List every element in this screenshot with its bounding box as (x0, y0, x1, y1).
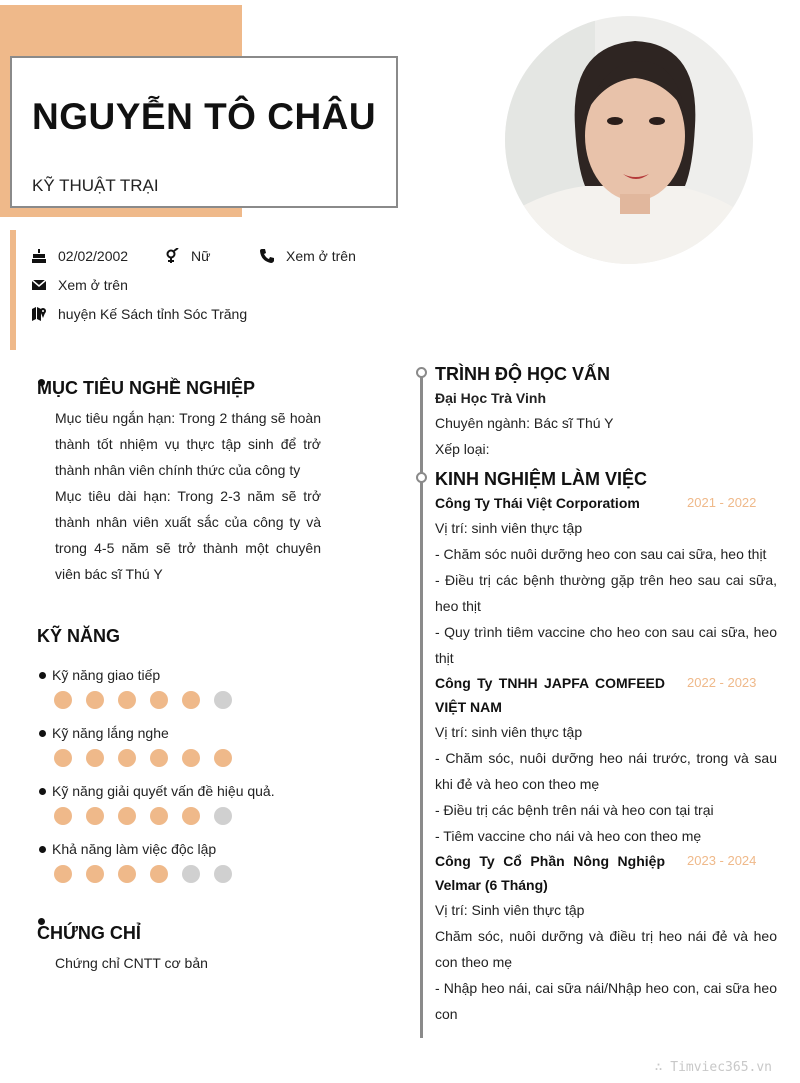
job-years: 2022 - 2023 (687, 675, 757, 690)
skill-dot-filled (150, 749, 168, 767)
skill-rating (54, 865, 232, 883)
job-company: Công Ty Cổ Phần Nông Nghiệp Velmar (6 Tháng) (435, 853, 665, 893)
profile-photo (505, 16, 753, 264)
skill-dot-filled (118, 691, 136, 709)
info-accent-bar (10, 230, 16, 350)
job-position: Vị trí: sinh viên thực tập (435, 520, 583, 536)
skill-dot-filled (86, 865, 104, 883)
address-value: huyện Kế Sách tỉnh Sóc Trăng (58, 306, 248, 322)
job-company: Công Ty TNHH JAPFA COMFEED VIỆT NAM (435, 675, 665, 715)
name-box (10, 56, 398, 208)
skill-rating (54, 749, 232, 767)
skill-dot-filled (118, 749, 136, 767)
objective-short-term: Mục tiêu ngắn hạn: Trong 2 tháng sẽ hoàn thành tốt nhiệm vụ thực tập sinh để trở thành nhân viên chính thức của công ty (55, 410, 321, 478)
phone-value: Xem ở trên (286, 248, 356, 264)
skill-dot-filled (150, 807, 168, 825)
gender-value: Nữ (191, 248, 211, 264)
birthday-cake-icon (30, 247, 48, 265)
experience-title: KINH NGHIỆM LÀM VIỆC (435, 469, 648, 489)
skills-title: KỸ NĂNG (37, 626, 121, 646)
skill-dot-filled (182, 807, 200, 825)
candidate-name: NGUYỄN TÔ CHÂU (32, 96, 377, 137)
footer-brand: ∴ Timviec365.vn (654, 1060, 772, 1075)
skill-dot-filled (150, 691, 168, 709)
skill-label: Kỹ năng giao tiếp (52, 667, 161, 683)
skill-bullet (39, 846, 46, 853)
skill-dot-filled (86, 749, 104, 767)
email-value: Xem ở trên (58, 277, 128, 293)
skill-dot-filled (54, 691, 72, 709)
skill-label: Khả năng làm việc độc lập (52, 841, 217, 857)
job-task: - Điều trị các bệnh trên nái và heo con tại trại (435, 802, 714, 818)
job-task: - Điều trị các bệnh thường gặp trên heo sau cai sữa, heo thịt (435, 572, 777, 614)
skill-dot-filled (182, 691, 200, 709)
skill-dot-filled (118, 865, 136, 883)
birthday-value: 02/02/2002 (58, 248, 129, 264)
phone-info (258, 247, 356, 265)
skill-dot-filled (54, 865, 72, 883)
skill-dot-filled (86, 807, 104, 825)
skill-dot-filled (182, 749, 200, 767)
education-rank: Xếp loại: (435, 441, 490, 457)
skill-dot-empty (214, 865, 232, 883)
job-position: Vị trí: Sinh viên thực tập (435, 902, 585, 918)
gender-info (163, 247, 210, 265)
job-task: - Quy trình tiêm vaccine cho heo con sau cai sữa, heo thịt (435, 624, 777, 666)
gender-icon (163, 247, 181, 265)
certificates-title: CHỨNG CHỈ (37, 923, 141, 943)
job-company: Công Ty Thái Việt Corporatiom (435, 495, 640, 511)
job-task: Chăm sóc, nuôi dưỡng và điều trị heo nái đẻ và heo con theo mẹ (435, 928, 777, 970)
job-task: - Chăm sóc, nuôi dưỡng heo nái trước, trong và sau khi đẻ và heo con theo mẹ (435, 750, 777, 792)
email-icon (30, 276, 48, 294)
map-icon (30, 305, 48, 323)
skill-dot-filled (118, 807, 136, 825)
skill-dot-filled (54, 749, 72, 767)
timeline-node (416, 472, 427, 483)
skill-dot-filled (86, 691, 104, 709)
address-info (30, 305, 247, 323)
phone-icon (258, 247, 276, 265)
job-title: KỸ THUẬT TRẠI (32, 176, 159, 195)
skill-dot-empty (214, 691, 232, 709)
education-school: Đại Học Trà Vinh (435, 390, 546, 406)
skill-bullet (39, 730, 46, 737)
job-position: Vị trí: sinh viên thực tập (435, 724, 583, 740)
job-years: 2021 - 2022 (687, 495, 757, 510)
skill-dot-empty (182, 865, 200, 883)
objective-title: MỤC TIÊU NGHỀ NGHIỆP (37, 378, 256, 398)
skill-label: Kỹ năng lắng nghe (52, 725, 169, 741)
job-task: - Nhập heo nái, cai sữa nái/Nhập heo con, cai sữa heo con (435, 980, 777, 1022)
skill-dot-filled (150, 865, 168, 883)
job-years: 2023 - 2024 (687, 853, 757, 868)
footer-brand-text: Timviec365.vn (670, 1060, 772, 1075)
certificate-item: Chứng chỉ CNTT cơ bản (55, 955, 208, 971)
job-task: - Tiêm vaccine cho nái và heo con theo mẹ (435, 828, 702, 844)
education-title: TRÌNH ĐỘ HỌC VẤN (435, 364, 610, 384)
birthday-info (30, 247, 128, 265)
objective-long-term: Mục tiêu dài hạn: Trong 2-3 năm sẽ trở thành nhân viên xuất sắc của công ty và trong 4-5 năm sẽ trở thành một chuyên viên bác sĩ Thú Y (55, 488, 321, 582)
education-major: Chuyên ngành: Bác sĩ Thú Y (435, 415, 614, 431)
timeline-node (416, 367, 427, 378)
skill-rating (54, 807, 232, 825)
skill-dot-empty (214, 807, 232, 825)
skill-bullet (39, 672, 46, 679)
skill-dot-filled (54, 807, 72, 825)
email-info (30, 276, 128, 294)
skill-dot-filled (214, 749, 232, 767)
skill-rating (54, 691, 232, 709)
skill-bullet (39, 788, 46, 795)
skill-label: Kỹ năng giải quyết vấn đề hiệu quả. (52, 783, 275, 799)
job-task: - Chăm sóc nuôi dưỡng heo con sau cai sữa, heo thịt (435, 546, 767, 562)
